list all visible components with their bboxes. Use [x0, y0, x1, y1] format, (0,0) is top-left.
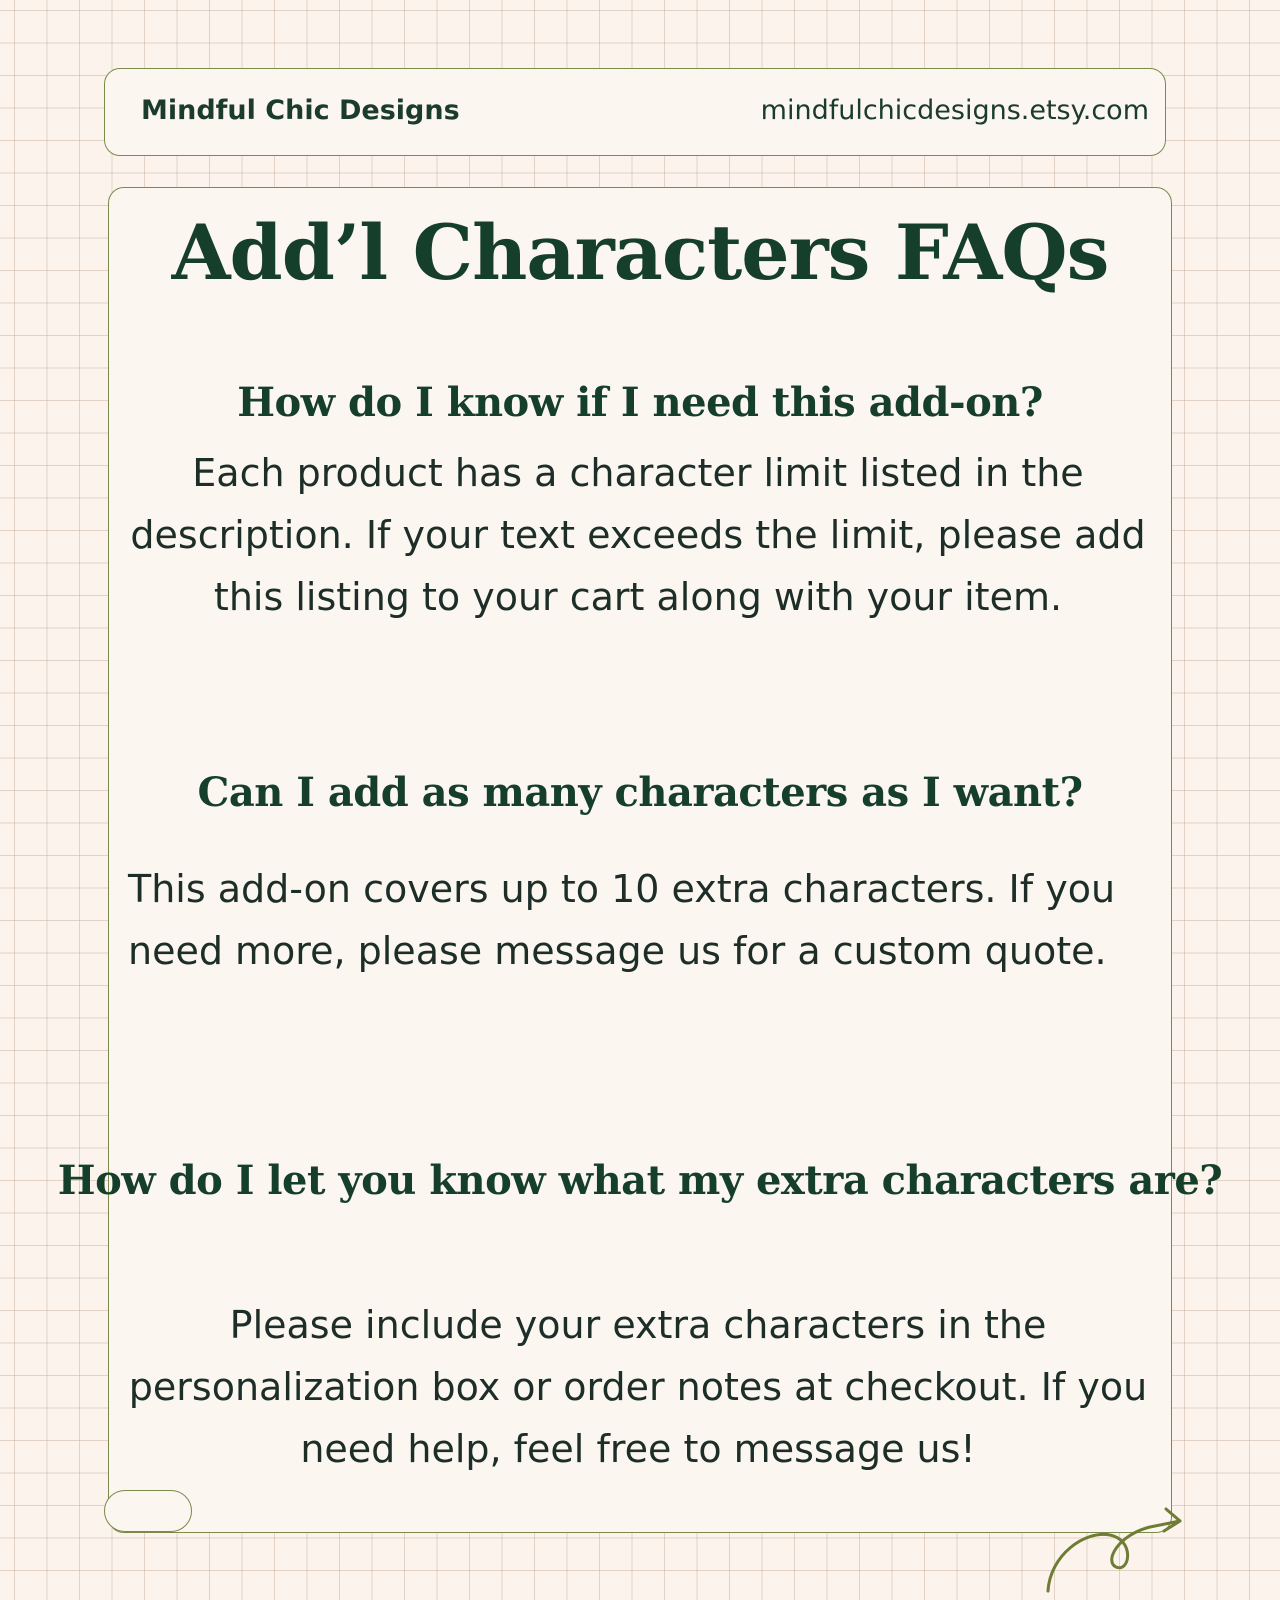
page-title: Add’l Characters FAQs	[171, 208, 1109, 297]
faq-answer-1: Each product has a character limit listed in the description. If your text exceeds the limit, please add this listing to your cart along with your item.	[130, 451, 1146, 619]
shop-url[interactable]: mindfulchicdesigns.etsy.com	[760, 95, 1149, 126]
faq-question-3	[0, 1150, 1280, 1212]
faq-answer-2: This add-on covers up to 10 extra characters. If you need more, please message us for a custom quote.	[128, 867, 1116, 973]
faq-answer-3: Please include your extra characters in the personalization box or order notes at checkout. If you need help, feel free to message us!	[128, 1303, 1148, 1471]
faq-question-2: Can I add as many characters as I want?	[197, 769, 1083, 816]
decorative-pill	[104, 1490, 192, 1532]
brand-name: Mindful Chic Designs	[141, 95, 460, 126]
faq-question-3-text: How do I let you know what my extra characters are?	[57, 1157, 1223, 1204]
header-bar	[104, 68, 1166, 156]
swirl-arrow-icon[interactable]	[1040, 1505, 1190, 1595]
faq-question-1: How do I know if I need this add-on?	[237, 379, 1043, 426]
